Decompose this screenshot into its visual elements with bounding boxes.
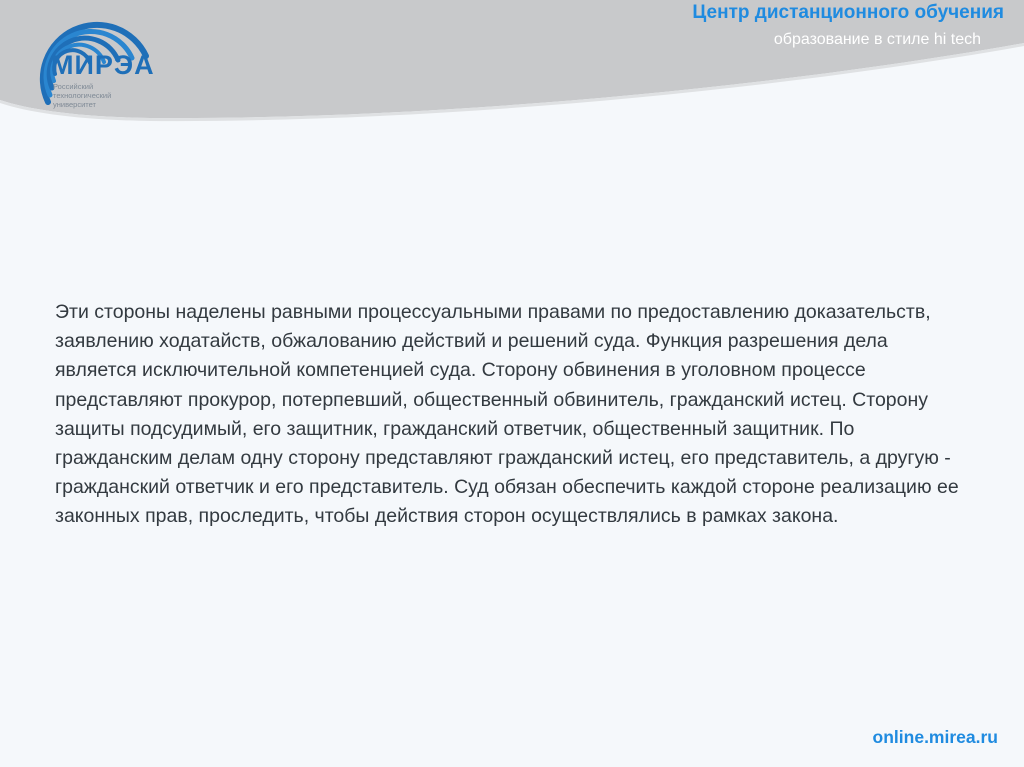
mirea-logo [0, 0, 190, 122]
center-title: Центр дистанционного обучения [692, 2, 1004, 23]
center-tagline: образование в стиле hi tech [773, 31, 981, 48]
slide-body-text: Эти стороны наделены равными процессуальными правами по предоставлению доказательств, заявлению ходатайств, обжалованию действий и решений суда. Функция разрешения дела является исключительной компетенцией суда. Сторону обвинения в уголовном процессе представляют прокурор, потерпевший, общественный обвинитель, гражданский истец. Сторону защиты подсудимый, его защитник, гражданский ответчик, общественный защитник. По гражданским делам одну сторону представляют гражданский истец, его представитель, а другую - гражданский ответчик и его представитель. Суд обязан обеспечить каждой стороне реализацию ее законных прав, проследить, чтобы действия сторон осуществлялись в рамках закона. [55, 301, 959, 528]
logo-subtitle: Российский технологический университет [53, 82, 112, 109]
logo-wordmark: МИРЭА [51, 50, 155, 80]
footer-url: online.mirea.ru [872, 727, 998, 747]
